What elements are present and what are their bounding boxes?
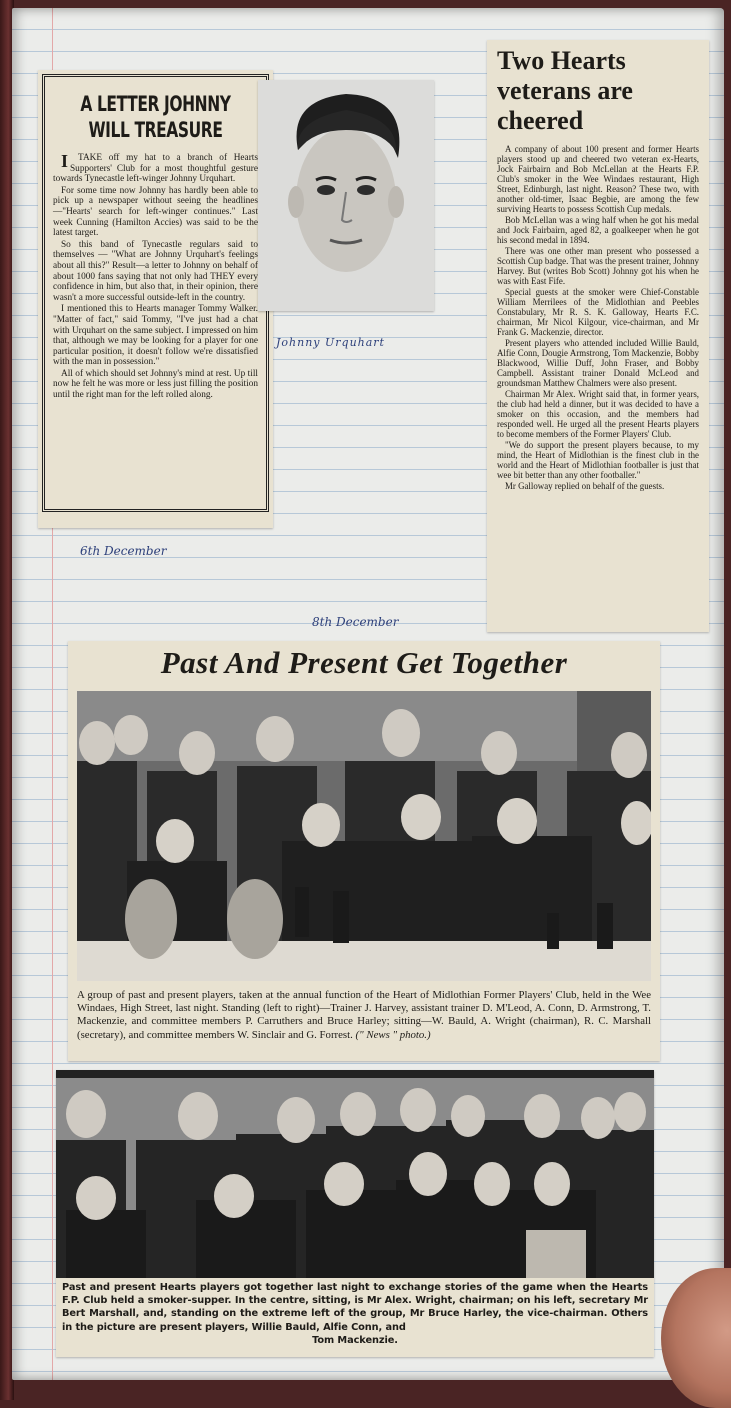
- handwritten-name-note: Johnny Urquhart: [276, 336, 385, 349]
- caption-text: A group of past and present players, taken at the annual function of the Heart of Midlothian Former Players' Club, held in the Wee Windaes, High Street, last night. Standing (left to right)—Trainer J. Harvey, assistant trainer D. M'Leod, A. Conn, D. Armstrong, T. Mackenzie, and committee members P. Carruthers and Bruce Harley; sitting—W. Bauld, A. Wright (chairman), R. C. Marshall (secretary), and committee members W. Sinclair and G. Forrest.: [77, 989, 651, 1041]
- caption-text: Past and present Hearts players got together last night to exchange stories of the game when the Hearts F.P. Club held a smoker-supper. In the centre, sitting, is Mr Alex. Wright, chairman; on his left, secretary Mr Bert Marshall, and, standing on the extreme left of the group, Mr Bruce Harley, the vice-chairman. Others in the picture are present players, Willie Bauld, Alfie Conn, and: [62, 1282, 648, 1333]
- letter-paragraph: So this band of Tynecastle regulars said to themselves — "What are Johnny Urquhart's feelings about all this?" Result—a letter to Johnny on behalf of about 1000 fans saying that not only had THEY every confidence in him, but also that, in their opinion, there wasn't a more successful outside-left in the country.: [53, 239, 258, 303]
- veterans-paragraph: Present players who attended included Willie Bauld, Alfie Conn, Dougie Armstrong, Tom Mackenzie, Bobby Blackwood, Willie Duff, John Fraser, and Bobby Campbell. Assistant trainer Donald McLeod and groundsman Matthew Chalmers were also present.: [497, 338, 699, 388]
- veterans-clipping: [487, 40, 709, 632]
- past-present-clipping: [68, 641, 660, 1061]
- portrait-clipping: [258, 80, 434, 311]
- veterans-paragraph: Mr Galloway replied on behalf of the guests.: [505, 481, 665, 491]
- veterans-paragraph: "We do support the present players because, to my mind, the Heart of Midlothian is the finest club in the world and the Heart of Midlothian footballer is just that wee bit better than any other footballer.": [497, 440, 699, 480]
- veterans-paragraph: Bob McLellan was a wing half when he got his medal and Jock Fairbairn, aged 82, a goalkeeper when he got his second medal in 1894.: [497, 215, 699, 245]
- smoker-supper-clipping: [56, 1070, 654, 1357]
- group-photo-icon: [77, 691, 651, 981]
- veterans-paragraph: There was one other man present who possessed a Scottish Cup badge. That was the present trainer, Johnny Harvey. But (writes Bob Scott) Johnny got his when he was with East Fife.: [497, 246, 699, 286]
- veterans-paragraph: Chairman Mr Alex. Wright said that, in former years, the club had held a dinner, but it was decided to have a smoker on this occasion, and the members had responded well. He urged all the present Hearts players to become members of the Former Players' Club.: [497, 389, 699, 439]
- smoker-caption: [56, 1278, 654, 1347]
- veterans-paragraph: A company of about 100 present and former Hearts players stood up and cheered two veteran ex-Hearts, Jock Fairbairn and Bob McLellan at the Hearts F.P. Club's smoker in the Wee Windaes restaurant, High Street, Edinburgh, last night. Reason? These two, with another old-timer, Isaac Begbie, are among the few surviving Hearts to possess Scottish Cup medals.: [497, 144, 699, 214]
- past-present-headline: Past And Present Get Together: [160, 645, 568, 680]
- photo-credit: (" News " photo.): [355, 1028, 431, 1041]
- veterans-headline: Two Hearts veterans are cheered: [497, 46, 633, 135]
- letter-paragraph: All of which should set Johnny's mind at rest. Up till now he felt he was more or less just filling the position until the right man for the left rolled along.: [53, 368, 258, 401]
- past-present-caption: [77, 989, 651, 1042]
- smoker-photo-icon: [56, 1070, 654, 1278]
- letter-paragraph: For some time now Johnny has hardly been able to pick up a newspaper without seeing the headlines—"Hearts' search for left-winger continues." Last week Cunning (Hamilton Accies) was said to be the latest target.: [53, 185, 258, 239]
- veterans-body: [497, 144, 699, 491]
- handwritten-date-6-december: 6th December: [80, 544, 167, 558]
- letter-clipping: [38, 70, 273, 528]
- veterans-paragraph: Special guests at the smoker were Chief-Constable William Merrilees of the Midlothian and Peebles Constabulary, Mr R. S. K. Galloway, Hearts F.C. chairman, Mr Nicol Kilgour, vice-chairman, and Mr Frank G. Mackenzie, director.: [497, 287, 699, 337]
- scrapbook-page: [12, 8, 724, 1380]
- letter-body: [53, 153, 258, 401]
- letter-paragraph: I mentioned this to Hearts manager Tommy Walker. "Matter of fact," said Tommy, "I've just had a chat with Urquhart on the same subject. I impressed on him that, although we may be looking for a player for one particular position, it doesn't follow we're dissatisfied with the man in possession.": [53, 304, 258, 368]
- portrait-photo-icon: [258, 80, 434, 311]
- letter-frame: [42, 74, 269, 512]
- letter-headline: A LETTER JOHNNY WILL TREASURE: [80, 92, 231, 142]
- caption-last-line: Tom Mackenzie.: [312, 1334, 398, 1346]
- handwritten-date-8-december: 8th December: [312, 615, 399, 629]
- letter-paragraph: ITAKE off my hat to a branch of Hearts Supporters' Club for a most thoughtful gesture towards Tynecastle left-winger Johnny Urquhart.: [53, 151, 258, 185]
